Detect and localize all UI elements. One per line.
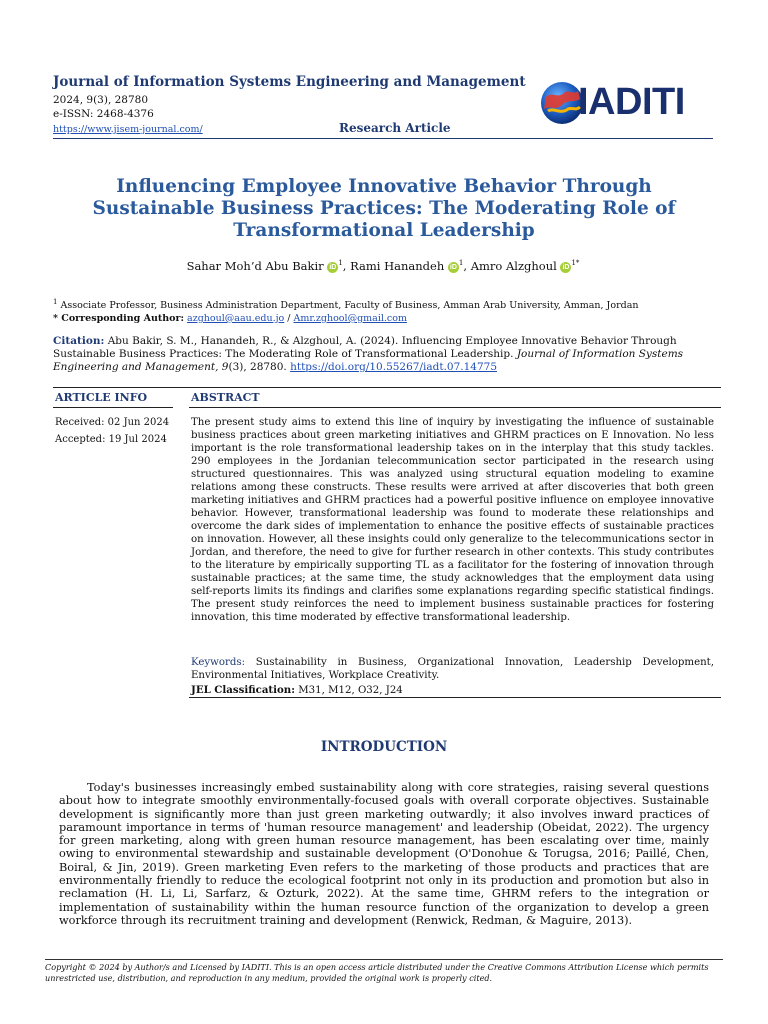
jel-label: JEL Classification: — [191, 684, 295, 696]
abstract-text: The present study aims to extend this line of inquiry by investigating the influence of sustainable business practices about green marketing initiatives and GHRM practices on E Innovation. No less important is the role transformational leadership takes on in the interplay that this study tackles. 290 employees in the Jordanian telecommunication sector participated in the research using structured questionnaires. This was analyzed using structural equation modeling to examine relations among these constructs. These results were arrived at after discoveries that both green marketing initiatives and GHRM practices had a powerful positive influence on employee innovative behavior. However, transformational leadership was found to moderate these relationships and overcome the dark sides of implementation to enhance the positive effects of sustainable practices on innovation. However, all these insights could only generalize to the telecommunications sector in Jordan, and therefore, the need to give for further research in other contexts. This study contributes to the literature by empirically supporting TL as a facilitator for the fostering of innovation through sustainable practices; at the same time, the study acknowledges that the employment data using self-reports limits its findings and clarifies some explanations regarding specific statistical findings. The present study reinforces the need to implement business sustainable practices for fostering innovation, this time moderated by effective transformational leadership. — [191, 417, 714, 623]
keywords-label: Keywords: — [191, 657, 246, 668]
affiliation — [53, 298, 638, 311]
author-affiliation-mark: 1* — [571, 259, 580, 268]
author-affiliation-mark: 1 — [458, 259, 464, 268]
journal-title: Journal of Information Systems Engineering and Management — [53, 74, 526, 90]
introduction-text: Today's businesses increasingly embed sustainability along with core strategies, raising several questions about how to integrate smoothly environmentally-focused goals with overall corporate objectives. Sustainable development is significantly more than just green marketing outwardly; it also involves inward practices of paramount importance in terms of 'human resource management' and leadership (Obeidat, 2022). The urgency for green marketing, along with green human resource management, has been escalating over time, mainly owing to environmental stewardship and sustainable development (O'Donohue & Torugsa, 2016; Paillé, Chen, Boiral, & Jin, 2019). Green marketing Even refers to the marketing of those products and practices that are environmentally friendly to reduce the ecological footprint not only in its production and promotion but also in reclamation (H. Li, Li, Sarfarz, & Ozturk, 2022). At the same time, GHRM refers to the integration or implementation of sustainability within the human resource function of the organization to develop a green workforce through its recruitment training and development (Renwick, Redman, & Maguire, 2013). — [59, 781, 709, 927]
orcid-icon[interactable]: iD — [449, 264, 457, 271]
orcid-icon[interactable]: iD — [562, 264, 570, 271]
footer-divider — [45, 959, 723, 960]
journal-url-link[interactable]: https://www.jisem-journal.com/ — [53, 124, 203, 135]
jel-codes: M31, M12, O32, J24 — [294, 685, 403, 696]
issn-line: e-ISSN: 2468-4376 — [53, 108, 154, 120]
email-separator: / — [284, 313, 294, 324]
citation-label: Citation: — [53, 335, 105, 347]
author-name: Rami Hanandeh — [350, 259, 445, 273]
citation-text: Abu Bakir, S. M., Hanandeh, R., & Alzghoul, A. (2024). Influencing Employee Innovative Behavior Through Sustainable Business Practices: The Moderating Role of Transformational Leadership. — [53, 335, 677, 360]
copyright-notice: Copyright © 2024 by Author/s and Licensed by IADITI. This is an open access article distributed under the Creative Commons Attribution License which permits unrestricted use, distribution, and reproduction in any medium, provided the original work is properly cited. — [45, 962, 709, 983]
accepted-date: Accepted: 19 Jul 2024 — [55, 434, 167, 445]
header-divider — [53, 138, 713, 139]
author-affiliation-mark: 1 — [338, 259, 343, 268]
received-date: Received: 02 Jun 2024 — [55, 417, 170, 428]
corresponding-label: * Corresponding Author: — [53, 313, 184, 324]
author-list: Sahar Moh’d Abu Bakir $iD^1$, Rami Hanandeh $iD^1$, Amro Alzghoul $iD^{1*}$ — [186, 259, 580, 273]
author-name: Sahar Moh’d Abu Bakir — [186, 259, 324, 273]
author-name: Amro Alzghoul — [470, 259, 557, 273]
article-info-heading: ARTICLE INFO — [55, 391, 148, 404]
citation — [53, 335, 713, 374]
email-link[interactable]: azghoul@aau.edu.jo — [187, 313, 285, 324]
doi-link[interactable]: https://doi.org/10.55267/iadt.07.14775 — [290, 361, 498, 373]
orcid-icon[interactable]: iD — [329, 264, 337, 271]
keywords-text: Sustainability in Business, Organizational Innovation, Leadership Development, Environmental Initiatives, Workplace Creativity. — [191, 657, 714, 681]
section-divider — [189, 407, 721, 408]
citation-journal: Journal of Information Systems Engineering and Management — [53, 348, 684, 373]
logo-text: IADITI — [578, 81, 685, 123]
paper-title: Influencing Employee Innovative Behavior Through Sustainable Business Practices: The Moderating Role of Transformational Leadership — [92, 176, 676, 241]
abstract-heading: ABSTRACT — [191, 391, 260, 404]
email-link[interactable]: Amr.zghool@gmail.com — [293, 313, 407, 324]
corresponding-author — [53, 313, 407, 324]
keywords — [191, 656, 714, 682]
affiliation-mark: 1 — [53, 298, 58, 306]
article-type-label: Research Article — [339, 121, 451, 135]
citation-volume-sep: , 9 — [215, 361, 229, 373]
affiliation-text: Associate Professor, Business Administration Department, Faculty of Business, Amman Arab University, Amman, Jordan — [60, 300, 639, 312]
iaditi-logo — [538, 77, 713, 129]
section-divider — [53, 407, 173, 408]
volume-line: 2024, 9(3), 28780 — [53, 94, 149, 106]
jel-classification — [191, 684, 403, 696]
introduction-heading: INTRODUCTION — [320, 739, 448, 755]
citation-issue: (3), 28780. — [228, 361, 291, 373]
section-divider — [53, 387, 721, 388]
section-divider — [189, 697, 721, 698]
